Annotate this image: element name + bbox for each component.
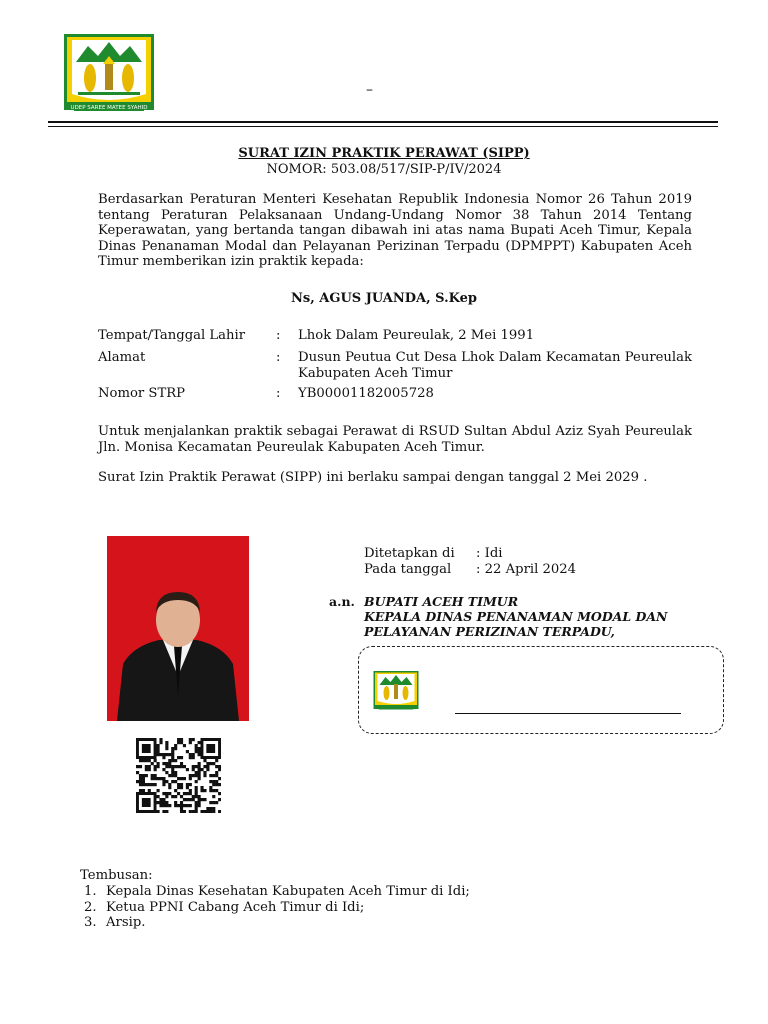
header-rule-thick [48, 121, 718, 123]
header-rule-thin [48, 126, 718, 127]
an-label: a.n. [329, 594, 355, 609]
tembusan-number: 3. [84, 915, 97, 930]
qr-code-icon [136, 738, 221, 813]
signature-line [455, 713, 681, 714]
date-value: : 22 April 2024 [476, 562, 577, 577]
intro-paragraph: Berdasarkan Peraturan Menteri Kesehatan Republik Indonesia Nomor 26 Tahun 2019 tentang Peraturan Pelaksanaan Undang-Undang Nomor 38 Tahun 2014 Tentang Keperawatan, yang bertanda tangan dibawah ini atas nama Bupati Aceh Timur, Kepala Dinas Penanaman Modal dan Pelayanan Perizinan Terpadu (DPMPPT) Kabupaten Aceh Timur memberikan izin praktik kepada: [98, 192, 692, 270]
field-value: Dusun Peutua Cut Desa Lhok Dalam Kecamatan Peureulak Kabupaten Aceh Timur [298, 350, 692, 381]
tembusan-item [84, 900, 584, 916]
tembusan-item [84, 915, 584, 931]
document-number: NOMOR: 503.08/517/SIP-P/IV/2024 [266, 162, 502, 177]
field-value: YB00001182005728 [298, 386, 434, 401]
tembusan-text: Kepala Dinas Kesehatan Kabupaten Aceh Timur di Idi; [106, 884, 470, 899]
tembusan-text: Ketua PPNI Cabang Aceh Timur di Idi; [106, 900, 365, 915]
tembusan-number: 1. [84, 884, 97, 899]
field-strp [98, 386, 692, 402]
field-birth [98, 328, 692, 344]
holder-photo [107, 536, 249, 721]
purpose-paragraph: Untuk menjalankan praktik sebagai Perawat di RSUD Sultan Abdul Aziz Syah Peureulak Jln. Monisa Kecamatan Peureulak Kabupaten Aceh Timur. [98, 424, 692, 455]
field-sep: : [276, 350, 281, 365]
signatory-line-3: PELAYANAN PERIZINAN TERPADU, [364, 624, 615, 639]
tembusan-number: 2. [84, 900, 97, 915]
tembusan-item [84, 884, 584, 900]
holder-name: Ns, AGUS JUANDA, S.Kep [291, 291, 477, 306]
place-value: : Idi [476, 546, 503, 561]
person-portrait-icon [107, 536, 249, 721]
document-title: SURAT IZIN PRAKTIK PERAWAT (SIPP) [238, 146, 530, 161]
field-label: Tempat/Tanggal Lahir [98, 328, 246, 343]
aceh-timur-logo [58, 22, 160, 118]
date-row [364, 562, 594, 578]
validity-paragraph: Surat Izin Praktik Perawat (SIPP) ini berlaku sampai dengan tanggal 2 Mei 2029 . [98, 470, 648, 485]
aceh-timur-logo-small [370, 665, 422, 713]
field-address [98, 350, 692, 382]
header-dash: – [366, 82, 373, 98]
logo-motto: UDEP SAREE MATEE SYAHID [70, 105, 148, 111]
signatory-line-2: KEPALA DINAS PENANAMAN MODAL DAN [364, 609, 668, 624]
field-sep: : [276, 386, 281, 401]
signatory-line-1: BUPATI ACEH TIMUR [364, 594, 519, 609]
place-row [364, 546, 594, 562]
field-value: Lhok Dalam Peureulak, 2 Mei 1991 [298, 328, 535, 343]
date-label: Pada tanggal [364, 562, 452, 577]
tembusan-text: Arsip. [106, 915, 146, 930]
tembusan-title: Tembusan: [80, 868, 153, 883]
field-sep: : [276, 328, 281, 343]
place-label: Ditetapkan di [364, 546, 455, 561]
field-label: Alamat [98, 350, 146, 365]
field-label: Nomor STRP [98, 386, 186, 401]
